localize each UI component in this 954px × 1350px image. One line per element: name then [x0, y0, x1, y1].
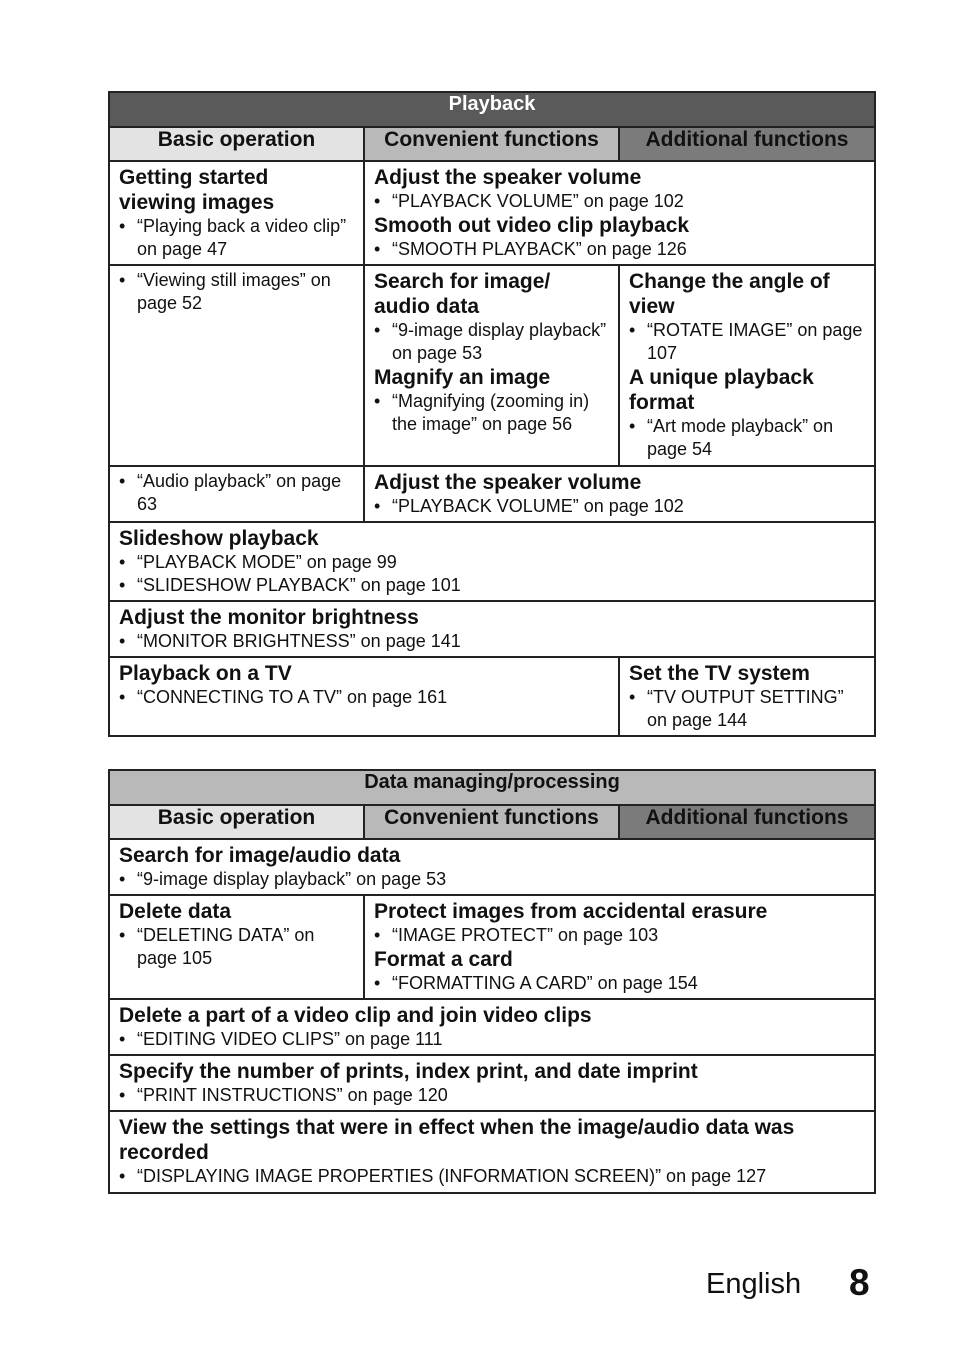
page-reference: “MONITOR BRIGHTNESS” on page 141: [137, 631, 461, 651]
page-reference: “ROTATE IMAGE” on page 107: [647, 320, 863, 363]
bullet-icon: •: [374, 973, 381, 993]
row-heading: Delete data: [119, 900, 232, 923]
bullet-item: [119, 574, 866, 597]
bullet-icon: •: [119, 1166, 126, 1186]
language-label: English: [706, 1268, 802, 1300]
page-reference: “SMOOTH PLAYBACK” on page 126: [392, 239, 687, 259]
page-reference: “DELETING DATA” on page 105: [137, 925, 315, 968]
bullet-item: [629, 319, 866, 365]
page-reference: “TV OUTPUT SETTING” on page 144: [647, 687, 844, 730]
row-heading: Search for image/audio data: [119, 844, 401, 867]
bullet-item: [119, 1165, 866, 1188]
row-heading: Specify the number of prints, index print, and date imprint: [119, 1060, 698, 1083]
bullet-item: [119, 269, 355, 315]
row-heading: Change the angle of view: [629, 270, 830, 318]
bullet-item: [119, 924, 355, 970]
header-additional-functions: Additional functions: [619, 805, 875, 839]
bullet-icon: •: [629, 320, 636, 340]
bullet-item: [374, 495, 866, 518]
bullet-icon: •: [119, 552, 126, 572]
table-cell: [364, 895, 875, 999]
bullet-icon: •: [374, 496, 381, 516]
row-heading: Adjust the monitor brightness: [119, 606, 419, 629]
bullet-item: [119, 470, 355, 516]
table-cell: [109, 999, 875, 1055]
row-heading: Adjust the speaker volume: [374, 166, 642, 189]
bullet-icon: •: [119, 1029, 126, 1049]
page-reference: “PRINT INSTRUCTIONS” on page 120: [137, 1085, 448, 1105]
bullet-item: [629, 686, 866, 732]
row-heading: Protect images from accidental erasure: [374, 900, 768, 923]
row-heading: Adjust the speaker volume: [374, 471, 642, 494]
row-heading: Playback on a TV: [119, 662, 292, 685]
page-reference: “Art mode playback” on page 54: [647, 416, 834, 459]
bullet-item: [374, 190, 866, 213]
bullet-icon: •: [374, 925, 381, 945]
row-heading: A unique playback format: [629, 366, 814, 414]
table-cell: [109, 895, 364, 999]
table-cell: [109, 839, 875, 895]
bullet-icon: •: [119, 631, 126, 651]
table-cell: [109, 1111, 875, 1193]
page-reference: “CONNECTING TO A TV” on page 161: [137, 687, 448, 707]
page-reference: “9-image display playback” on page 53: [137, 869, 447, 889]
bullet-icon: •: [374, 320, 381, 340]
table-cell: [109, 265, 364, 466]
table-cell: [109, 601, 875, 657]
bullet-icon: •: [629, 687, 636, 707]
page-reference: “SLIDESHOW PLAYBACK” on page 101: [137, 575, 461, 595]
row-heading: Slideshow playback: [119, 527, 319, 550]
page-reference: “Playing back a video clip” on page 47: [137, 216, 347, 259]
bullet-icon: •: [119, 925, 126, 945]
row-heading: View the settings that were in effect when the image/audio data was recorded: [119, 1116, 795, 1164]
page-reference: “9-image display playback” on page 53: [392, 320, 607, 363]
bullet-item: [119, 1084, 866, 1107]
row-heading: Smooth out video clip playback: [374, 214, 690, 237]
page-reference: “Viewing still images” on page 52: [137, 270, 331, 313]
bullet-item: [374, 972, 866, 995]
bullet-item: [119, 215, 355, 261]
table-cell: [619, 657, 875, 736]
table-title: Data managing/processing: [109, 770, 875, 805]
playback-table: [108, 91, 876, 737]
bullet-item: [374, 238, 866, 261]
row-heading: Magnify an image: [374, 366, 551, 389]
bullet-item: [119, 551, 866, 574]
row-heading: viewing images: [119, 191, 275, 214]
bullet-icon: •: [374, 191, 381, 211]
bullet-item: [119, 630, 866, 653]
page-reference: “IMAGE PROTECT” on page 103: [392, 925, 659, 945]
page-reference: “EDITING VIDEO CLIPS” on page 111: [137, 1029, 443, 1049]
row-heading: Format a card: [374, 948, 513, 971]
header-convenient-functions: Convenient functions: [364, 127, 619, 161]
bullet-icon: •: [119, 575, 126, 595]
bullet-icon: •: [119, 869, 126, 889]
page-reference: “PLAYBACK VOLUME” on page 102: [392, 496, 684, 516]
table-cell: [109, 1055, 875, 1111]
page-reference: “PLAYBACK MODE” on page 99: [137, 552, 397, 572]
table-cell: [364, 161, 875, 265]
bullet-icon: •: [374, 391, 381, 411]
bullet-item: [629, 415, 866, 461]
page-reference: “Magnifying (zooming in) the image” on page 56: [392, 391, 590, 434]
data-managing-table: [108, 769, 876, 1194]
table-cell: [109, 522, 875, 601]
page-reference: “PLAYBACK VOLUME” on page 102: [392, 191, 684, 211]
bullet-item: [119, 1028, 866, 1051]
bullet-icon: •: [119, 687, 126, 707]
page-reference: “FORMATTING A CARD” on page 154: [392, 973, 698, 993]
bullet-item: [374, 390, 610, 436]
table-cell: [364, 466, 875, 522]
bullet-icon: •: [119, 1085, 126, 1105]
table-cell: [619, 265, 875, 466]
bullet-item: [119, 686, 610, 709]
header-basic-operation: Basic operation: [109, 127, 364, 161]
header-additional-functions: Additional functions: [619, 127, 875, 161]
bullet-icon: •: [119, 270, 126, 290]
table-cell: [109, 161, 364, 265]
row-heading: Set the TV system: [629, 662, 810, 685]
table-title: Playback: [109, 92, 875, 127]
bullet-icon: •: [629, 416, 636, 436]
bullet-item: [374, 924, 866, 947]
page-reference: “DISPLAYING IMAGE PROPERTIES (INFORMATION SCREEN)” on page 127: [137, 1166, 767, 1186]
header-basic-operation: Basic operation: [109, 805, 364, 839]
bullet-icon: •: [119, 216, 126, 236]
bullet-item: [374, 319, 610, 365]
page-number: 8: [849, 1262, 870, 1303]
row-heading: Getting started: [119, 166, 269, 189]
table-cell: [109, 657, 619, 736]
bullet-icon: •: [374, 239, 381, 259]
table-cell: [364, 265, 619, 466]
header-convenient-functions: Convenient functions: [364, 805, 619, 839]
bullet-icon: •: [119, 471, 126, 491]
bullet-item: [119, 868, 866, 891]
page-reference: “Audio playback” on page 63: [137, 471, 342, 514]
table-cell: [109, 466, 364, 522]
row-heading: Delete a part of a video clip and join video clips: [119, 1004, 592, 1027]
row-heading: Search for image/ audio data: [374, 270, 551, 318]
